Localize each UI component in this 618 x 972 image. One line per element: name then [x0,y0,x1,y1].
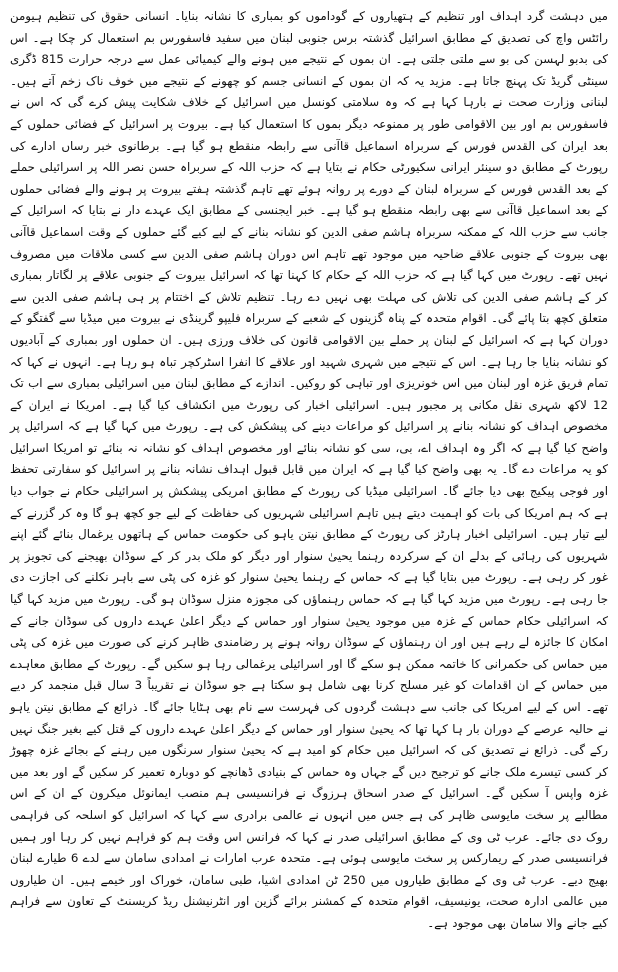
article-body-text: میں دہشت گرد اہداف اور تنظیم کے ہتھیاروں کے گوداموں کو بمباری کا نشانہ بنایا۔ انسانی حقوق کی تنظیم ہیومن رائٹس واچ کی تصدیق کے مطابق اسرائیل گذشتہ برس جنوبی لبنان میں سفید فاسفورس بم استعمال کر چکا ہے۔ اس کی بدبو لہسن کی بو سے ملتی جلتی ہے۔ ان بموں کے نتیجے میں ہونے والے کیمیائی عمل سے درجہ حرارت 815 ڈگری سینٹی گریڈ تک پہنچ جاتا ہے۔ مزید یہ کہ ان بموں کے انسانی جسم کو چھونے کے نتیجے میں خوف ناک زخم آتے ہیں۔ لبنانی وزارت صحت نے بارہا کہا ہے کہ وہ سلامتی کونسل میں اسرائیل کے خلاف شکایت پیش کرے گی کہ اس نے فاسفورس بم اور بین الاقوامی طور پر ممنوعہ دیگر بموں کا استعمال کیا ہے۔ بیروت پر اسرائیل کے فضائی حملوں کے بعد ایران کی القدس فورس کے سربراہ اسماعیل قاآنی سے رابطہ منقطع ہو گیا ہے۔ برطانوی خبر رساں ادارے کی رپورٹ کے مطابق دو سینئر ایرانی سکیورٹی حکام نے بتایا ہے کہ حزب اللہ کے سربراہ حسن نصر اللہ پر اسرائیلی حملے کے بعد القدس فورس کے سربراہ لبنان کے دورے پر روانہ ہوئے تھے تاہم گذشتہ ہفتے بیروت پر ہونے والے فضائی حملوں کے بعد اسماعیل قاآنی سے بھی رابطہ منقطع ہو گیا ہے۔ خبر ایجنسی کے مطابق ایک عہدے دار نے بتایا کہ اسرائیل کے جانب سے حزب اللہ کے ممکنہ سربراہ ہاشم صفی الدین کو نشانہ بنانے کے لیے کیے گئے حملوں کے وقت اسماعیل قاآنی بھی بیروت کے جنوبی علاقے ضاحیہ میں موجود تھے تاہم اس دوران ہاشم صفی الدین سے کسی ملاقات میں مصروف نہیں تھے۔ رپورٹ میں کہا گیا ہے کہ حزب اللہ کے حکام کا کہنا تھا کہ اسرائیل بیروت کے جنوبی علاقے پر لگاتار بمباری کر کے ہاشم صفی الدین کی تلاش کی مہلت بھی نہیں دے رہا۔ تنظیم تلاش کے اختتام پر ہی ہاشم صفی الدین سے متعلق کچھ بتا پائے گی۔ اقوام متحدہ کے پناہ گزینوں کے شعبے کے سربراہ فلیپو گرینڈی نے بیروت میں میڈیا سے گفتگو کے دوران کہا ہے کہ اسرائیل کے لبنان پر حملے بین الاقوامی قانون کی خلاف ورزی ہیں۔ ان حملوں اور بمباری کے آبادیوں کو نشانہ بنایا جا رہا ہے۔ اس کے نتیجے میں شہری شہید اور علاقے کا انفرا اسٹرکچر تباہ ہو رہا ہے۔ انہوں نے کہا کہ تمام فریق غزہ اور لبنان میں اس خونریزی اور تباہی کو روکیں۔ اندازے کے مطابق لبنان میں اسرائیلی بمباری سے اب تک 12 لاکھ شہری نقل مکانی پر مجبور ہیں۔ اسرائیلی اخبار کی رپورٹ میں انکشاف کیا گیا ہے۔ امریکا نے ایران کے مخصوص اہداف کو نشانہ بنانے پر اسرائیل کو مراعات دینے کی پیشکش کی ہے۔ رپورٹ میں کہا گیا ہے کہ اسرائیل پر واضح کیا گیا ہے کہ اگر وہ اہداف اے، بی، سی کو نشانہ بنائے اور مخصوص اہداف کو نشانہ نہ بنائے تو امریکا اسرائیل کو یہ مراعات دے گا۔ یہ بھی واضح کیا گیا ہے کہ ایران میں قابل قبول اہداف نشانہ بنانے پر اسرائیل کو سفارتی تحفظ اور فوجی پیکیج بھی دیا جائے گا۔ اسرائیلی میڈیا کی رپورٹ کے مطابق امریکی پیشکش پر اسرائیلی حکام نے جواب دیا ہے کہ ہم امریکا کی بات کو اہمیت دیتے ہیں تاہم اسرائیلی شہریوں کی حفاظت کے لیے جو کچھ ہو گا وہ کر گزرنے کے لیے تیار ہیں۔ اسرائیلی اخبار ہارٹز کی رپورٹ کے مطابق نیتن یاہو کی حکومت حماس کے ہاتھوں یرغمال بنائے گئے اپنے شہریوں کی رہائی کے بدلے ان کے سرکردہ رہنما یحییٰ سنوار اور دیگر کو ملک بدر کر کے سوڈان بھیجنے کی تجویز پر غور کر رہی ہے۔ رپورٹ میں بتایا گیا ہے کہ حماس کے رہنما یحییٰ سنوار کو غزہ کی پٹی سے باہر نکلنے کی اجازت دی جا رہی ہے۔ رپورٹ میں مزید کہا گیا ہے کہ حماس رہنماؤں کی مجوزہ منزل سوڈان ہو گی۔ رپورٹ میں مزید کہا گیا کہ اسرائیلی حکام حماس کے غزہ میں موجود یحییٰ سنوار اور حماس کے دیگر اعلیٰ عہدے داروں کی سوڈان جانے کے امکان کا جائزہ لے رہے ہیں اور ان رہنماؤں کے سوڈان روانہ ہونے پر رضامندی ظاہر کرنے کی صورت میں غزہ کی پٹی میں حماس کی حکمرانی کا خاتمہ ممکن ہو سکے گا اور اسرائیلی یرغمالی رہا ہو سکیں گے۔ رپورٹ کے مطابق معاہدے میں حماس کے ان اقدامات کو غیر مسلح کرنا بھی شامل ہو سکتا ہے جو سوڈان نے تقریباً 3 سال قبل منجمد کر دیے تھے۔ اس کے لیے امریکا کی جانب سے دہشت گردوں کی فہرست سے نام بھی ہٹایا جائے گا۔ ذرائع کے مطابق نیتن یاہو نے حالیہ عرصے کے دوران بار ہا کہا تھا کہ یحییٰ سنوار اور حماس کے دیگر اعلیٰ عہدے داروں کے قتل کیے بغیر جنگ نہیں رکے گی۔ ذرائع نے تصدیق کی کہ اسرائیل میں حکام کو امید ہے کہ یحییٰ سنوار سرنگوں میں رہنے کے بجائے غزہ چھوڑ کر کسی تیسرے ملک جانے کو ترجیح دیں گے جہاں وہ حماس کے بنیادی ڈھانچے کو دوبارہ تعمیر کر سکیں گے اور بعد میں غزہ واپس آ سکیں گے۔ اسرائیل کے صدر اسحاق ہرزوگ نے فرانسیسی ہم منصب ایمانوئل میکرون کے ان کے اس مطالبے پر سخت مایوسی ظاہر کی ہے جس میں انہوں نے عالمی برادری سے کہا کہ اسرائیل کو اسلحہ کی فراہمی روک دی جائے۔ عرب ٹی وی کے مطابق اسرائیلی صدر نے کہا کہ فرانس اس وقت ہم کو فراہم نہیں کر رہا اور ہمیں فرانسیسی صدر کے ریمارکس پر سخت مایوسی ہوئی ہے۔ متحدہ عرب امارات نے امدادی سامان سے لدے 6 طیارے لبنان بھیج دیے۔ عرب ٹی وی کے مطابق طیاروں میں 250 ٹن امدادی اشیا، طبی سامان، خوراک اور خیمے ہیں۔ ان طیاروں میں عالمی ادارہ صحت، یونیسیف، اقوام متحدہ کے کمشنر برائے گزین اور انٹرنیشنل ریڈ کریسنٹ کے تعاون سے فراہم کیے جانے والا سامان بھی موجود ہے۔ [10,9,609,930]
